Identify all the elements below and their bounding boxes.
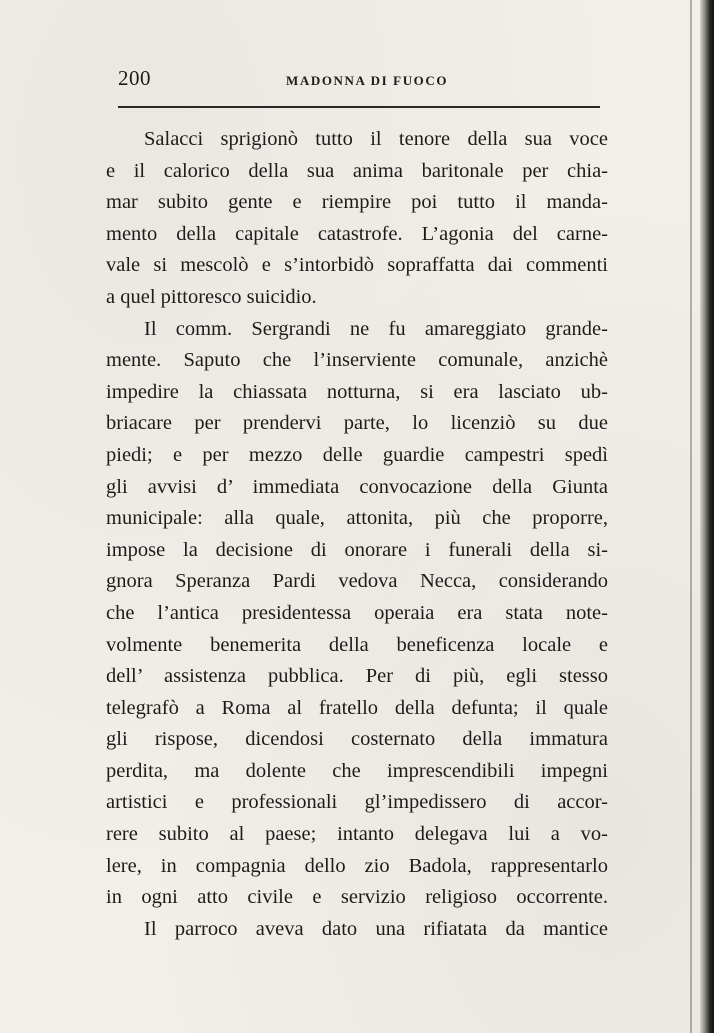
- text-line: municipale: alla quale, attonita, più che proporre,: [106, 507, 608, 530]
- text-line: mente. Saputo che l’inserviente comunale, anzichè: [106, 349, 608, 372]
- page-number: 200: [118, 66, 151, 90]
- text-line: piedi; e per mezzo delle guardie campestri spedì: [106, 443, 608, 466]
- text-line: dell’ assistenza pubblica. Per di più, egli stesso: [106, 665, 608, 688]
- text-line: artistici e professionali gl’impedissero di accor-: [106, 791, 608, 814]
- book-spine-edge: [700, 0, 714, 1033]
- text-line: Il parroco aveva dato una rifiatata da mantice: [144, 917, 608, 940]
- text-line: briacare per prendervi parte, lo licenziò su due: [106, 412, 608, 435]
- text-line: telegrafò a Roma al fratello della defunta; il quale: [106, 696, 608, 719]
- header-rule: [118, 106, 600, 108]
- text-line: in ogni atto civile e servizio religioso occorrente.: [106, 886, 608, 909]
- text-line: Il comm. Sergrandi ne fu amareggiato grande-: [144, 317, 608, 340]
- binding-shadow-line: [690, 0, 692, 1033]
- running-title: MADONNA DI FUOCO: [286, 73, 449, 88]
- text-line: impose la decisione di onorare i funerali della si-: [106, 538, 608, 561]
- text-line: lere, in compagnia dello zio Badola, rappresentarlo: [106, 854, 608, 877]
- text-line: impedire la chiassata notturna, si era lasciato ub-: [106, 380, 608, 403]
- text-line: mar subito gente e riempire poi tutto il manda-: [106, 191, 608, 214]
- page-header: [118, 66, 600, 92]
- text-line: gli avvisi d’ immediata convocazione della Giunta: [106, 475, 608, 498]
- text-line: gnora Speranza Pardi vedova Necca, considerando: [106, 570, 608, 593]
- text-line: e il calorico della sua anima baritonale per chia-: [106, 159, 608, 182]
- text-line: rere subito al paese; intanto delegava lui a vo-: [106, 823, 608, 846]
- text-line: che l’antica presidentessa operaia era stata note-: [106, 601, 608, 624]
- text-line: vale si mescolò e s’intorbidò sopraffatta dai commenti: [106, 254, 608, 277]
- text-line: perdita, ma dolente che imprescendibili impegni: [106, 759, 608, 782]
- text-line: volmente benemerita della beneficenza locale e: [106, 633, 608, 656]
- text-line: Salacci sprigionò tutto il tenore della sua voce: [144, 128, 608, 150]
- text-line: mento della capitale catastrofe. L’agonia del carne-: [106, 222, 608, 245]
- text-line: gli rispose, dicendosi costernato della immatura: [106, 728, 608, 751]
- text-line: a quel pittoresco suicidio.: [106, 285, 317, 308]
- body-text: [106, 124, 608, 945]
